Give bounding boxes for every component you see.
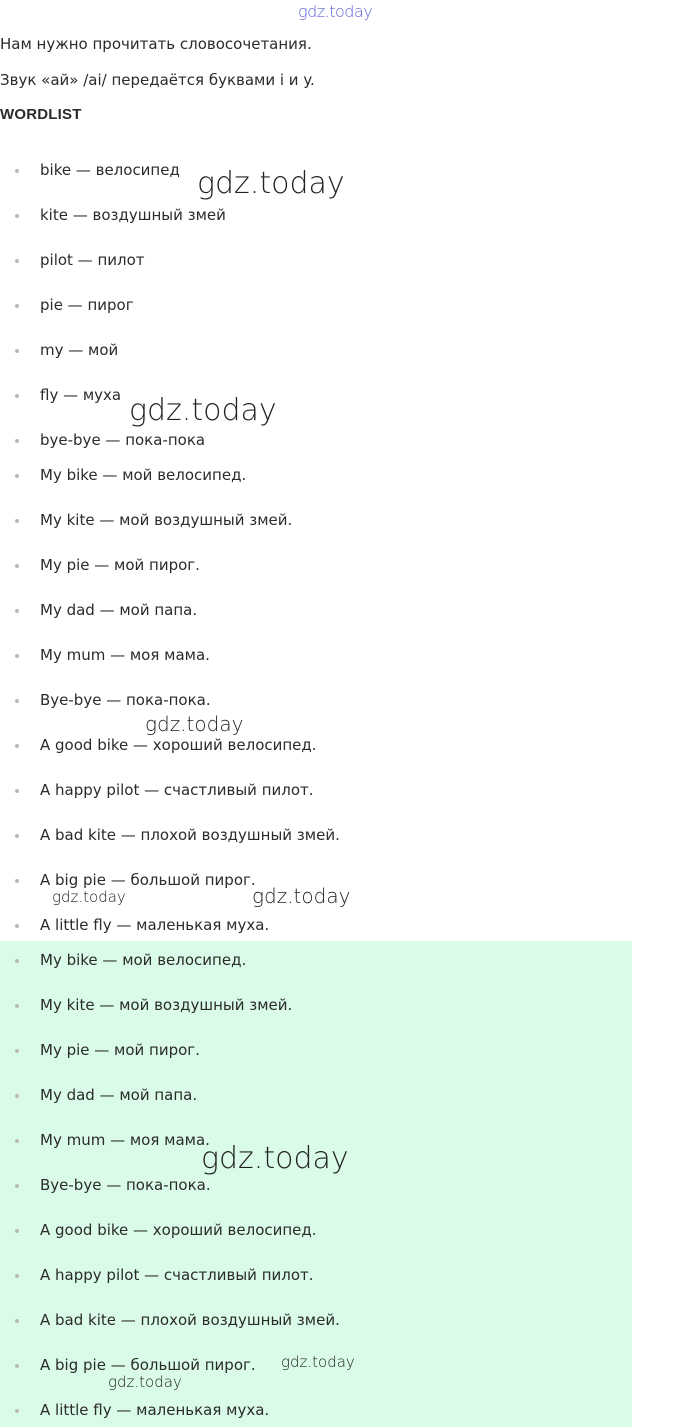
list-item-text: My pie — мой пирог. bbox=[40, 556, 200, 574]
watermark: gdz.today bbox=[145, 712, 244, 736]
list-item bbox=[0, 600, 620, 620]
list-item-text: A happy pilot — счастливый пилот. bbox=[40, 1266, 314, 1284]
list-item-text: My kite — мой воздушный змей. bbox=[40, 511, 293, 529]
bullet-icon bbox=[15, 654, 19, 658]
list-item-text: A good bike — хороший велосипед. bbox=[40, 736, 317, 754]
list-item-text: A little fly — маленькая муха. bbox=[40, 1401, 270, 1419]
list-item-text: Bye-bye — пока-пока. bbox=[40, 1176, 211, 1194]
list-item-text: bye-bye — пока-пока bbox=[40, 431, 206, 449]
bullet-icon bbox=[15, 789, 19, 793]
list-item-text: My mum — моя мама. bbox=[40, 1131, 210, 1149]
list-item-text: fly — муха bbox=[40, 386, 122, 404]
watermark: gdz.today bbox=[108, 1373, 182, 1391]
list-item bbox=[0, 1265, 620, 1285]
list-item bbox=[0, 340, 620, 360]
list-item bbox=[0, 1220, 620, 1240]
list-item bbox=[0, 1310, 620, 1330]
intro-line-1: Нам нужно прочитать словосочетания. bbox=[0, 35, 312, 53]
bullet-icon bbox=[15, 1319, 19, 1323]
list-item bbox=[0, 430, 620, 450]
watermark-top: gdz.today bbox=[298, 2, 373, 21]
list-item bbox=[0, 1040, 620, 1060]
list-item-text: A little fly — маленькая муха. bbox=[40, 916, 270, 934]
bullet-icon bbox=[15, 1274, 19, 1278]
list-item bbox=[0, 1130, 620, 1150]
list-item bbox=[0, 870, 620, 890]
bullet-icon bbox=[15, 304, 19, 308]
list-item-text: A happy pilot — счастливый пилот. bbox=[40, 781, 314, 799]
bullet-icon bbox=[15, 1049, 19, 1053]
list-item-text: bike — велосипед bbox=[40, 161, 180, 179]
bullet-icon bbox=[15, 1409, 19, 1413]
list-item-text: My bike — мой велосипед. bbox=[40, 951, 247, 969]
list-item bbox=[0, 510, 620, 530]
bullet-icon bbox=[15, 744, 19, 748]
bullet-icon bbox=[15, 609, 19, 613]
watermark: gdz.today bbox=[201, 1141, 349, 1176]
list-item bbox=[0, 735, 620, 755]
list-item bbox=[0, 295, 620, 315]
watermark: gdz.today bbox=[281, 1353, 355, 1371]
list-item bbox=[0, 160, 620, 180]
bullet-icon bbox=[15, 439, 19, 443]
bullet-icon bbox=[15, 564, 19, 568]
bullet-icon bbox=[15, 1184, 19, 1188]
bullet-icon bbox=[15, 349, 19, 353]
bullet-icon bbox=[15, 1094, 19, 1098]
list-item-text: A big pie — большой пирог. bbox=[40, 1356, 256, 1374]
list-item-text: pie — пирог bbox=[40, 296, 134, 314]
list-item-text: A bad kite — плохой воздушный змей. bbox=[40, 1311, 340, 1329]
list-item bbox=[0, 780, 620, 800]
list-item-text: pilot — пилот bbox=[40, 251, 145, 269]
bullet-icon bbox=[15, 169, 19, 173]
list-item bbox=[0, 645, 620, 665]
list-item-text: My mum — моя мама. bbox=[40, 646, 210, 664]
watermark: gdz.today bbox=[197, 166, 345, 201]
list-item-text: kite — воздушный змей bbox=[40, 206, 226, 224]
wordlist-heading: WORDLIST bbox=[0, 106, 82, 123]
list-item bbox=[0, 205, 620, 225]
bullet-icon bbox=[15, 1364, 19, 1368]
list-item-text: A bad kite — плохой воздушный змей. bbox=[40, 826, 340, 844]
list-item-text: My dad — мой папа. bbox=[40, 601, 198, 619]
list-item bbox=[0, 1355, 620, 1375]
intro-line-2: Звук «ай» /ai/ передаётся буквами i и y. bbox=[0, 71, 315, 89]
watermark: gdz.today bbox=[129, 393, 277, 428]
list-item-text: Bye-bye — пока-пока. bbox=[40, 691, 211, 709]
watermark: gdz.today bbox=[252, 884, 351, 908]
list-item bbox=[0, 690, 620, 710]
list-item-text: my — мой bbox=[40, 341, 119, 359]
list-item bbox=[0, 1085, 620, 1105]
list-item bbox=[0, 915, 620, 935]
bullet-icon bbox=[15, 959, 19, 963]
list-item bbox=[0, 950, 620, 970]
list-item bbox=[0, 825, 620, 845]
list-item-text: My pie — мой пирог. bbox=[40, 1041, 200, 1059]
bullet-icon bbox=[15, 834, 19, 838]
list-item bbox=[0, 995, 620, 1015]
list-item-text: A big pie — большой пирог. bbox=[40, 871, 256, 889]
bullet-icon bbox=[15, 259, 19, 263]
list-item-text: My kite — мой воздушный змей. bbox=[40, 996, 293, 1014]
list-item bbox=[0, 1175, 620, 1195]
watermark: gdz.today bbox=[52, 888, 126, 906]
list-item bbox=[0, 465, 620, 485]
list-item bbox=[0, 385, 620, 405]
bullet-icon bbox=[15, 519, 19, 523]
list-item bbox=[0, 1400, 620, 1420]
bullet-icon bbox=[15, 474, 19, 478]
bullet-icon bbox=[15, 1229, 19, 1233]
bullet-icon bbox=[15, 394, 19, 398]
list-item bbox=[0, 555, 620, 575]
bullet-icon bbox=[15, 214, 19, 218]
list-item bbox=[0, 250, 620, 270]
bullet-icon bbox=[15, 1139, 19, 1143]
bullet-icon bbox=[15, 1004, 19, 1008]
bullet-icon bbox=[15, 699, 19, 703]
list-item-text: A good bike — хороший велосипед. bbox=[40, 1221, 317, 1239]
list-item-text: My dad — мой папа. bbox=[40, 1086, 198, 1104]
bullet-icon bbox=[15, 924, 19, 928]
list-item-text: My bike — мой велосипед. bbox=[40, 466, 247, 484]
bullet-icon bbox=[15, 879, 19, 883]
